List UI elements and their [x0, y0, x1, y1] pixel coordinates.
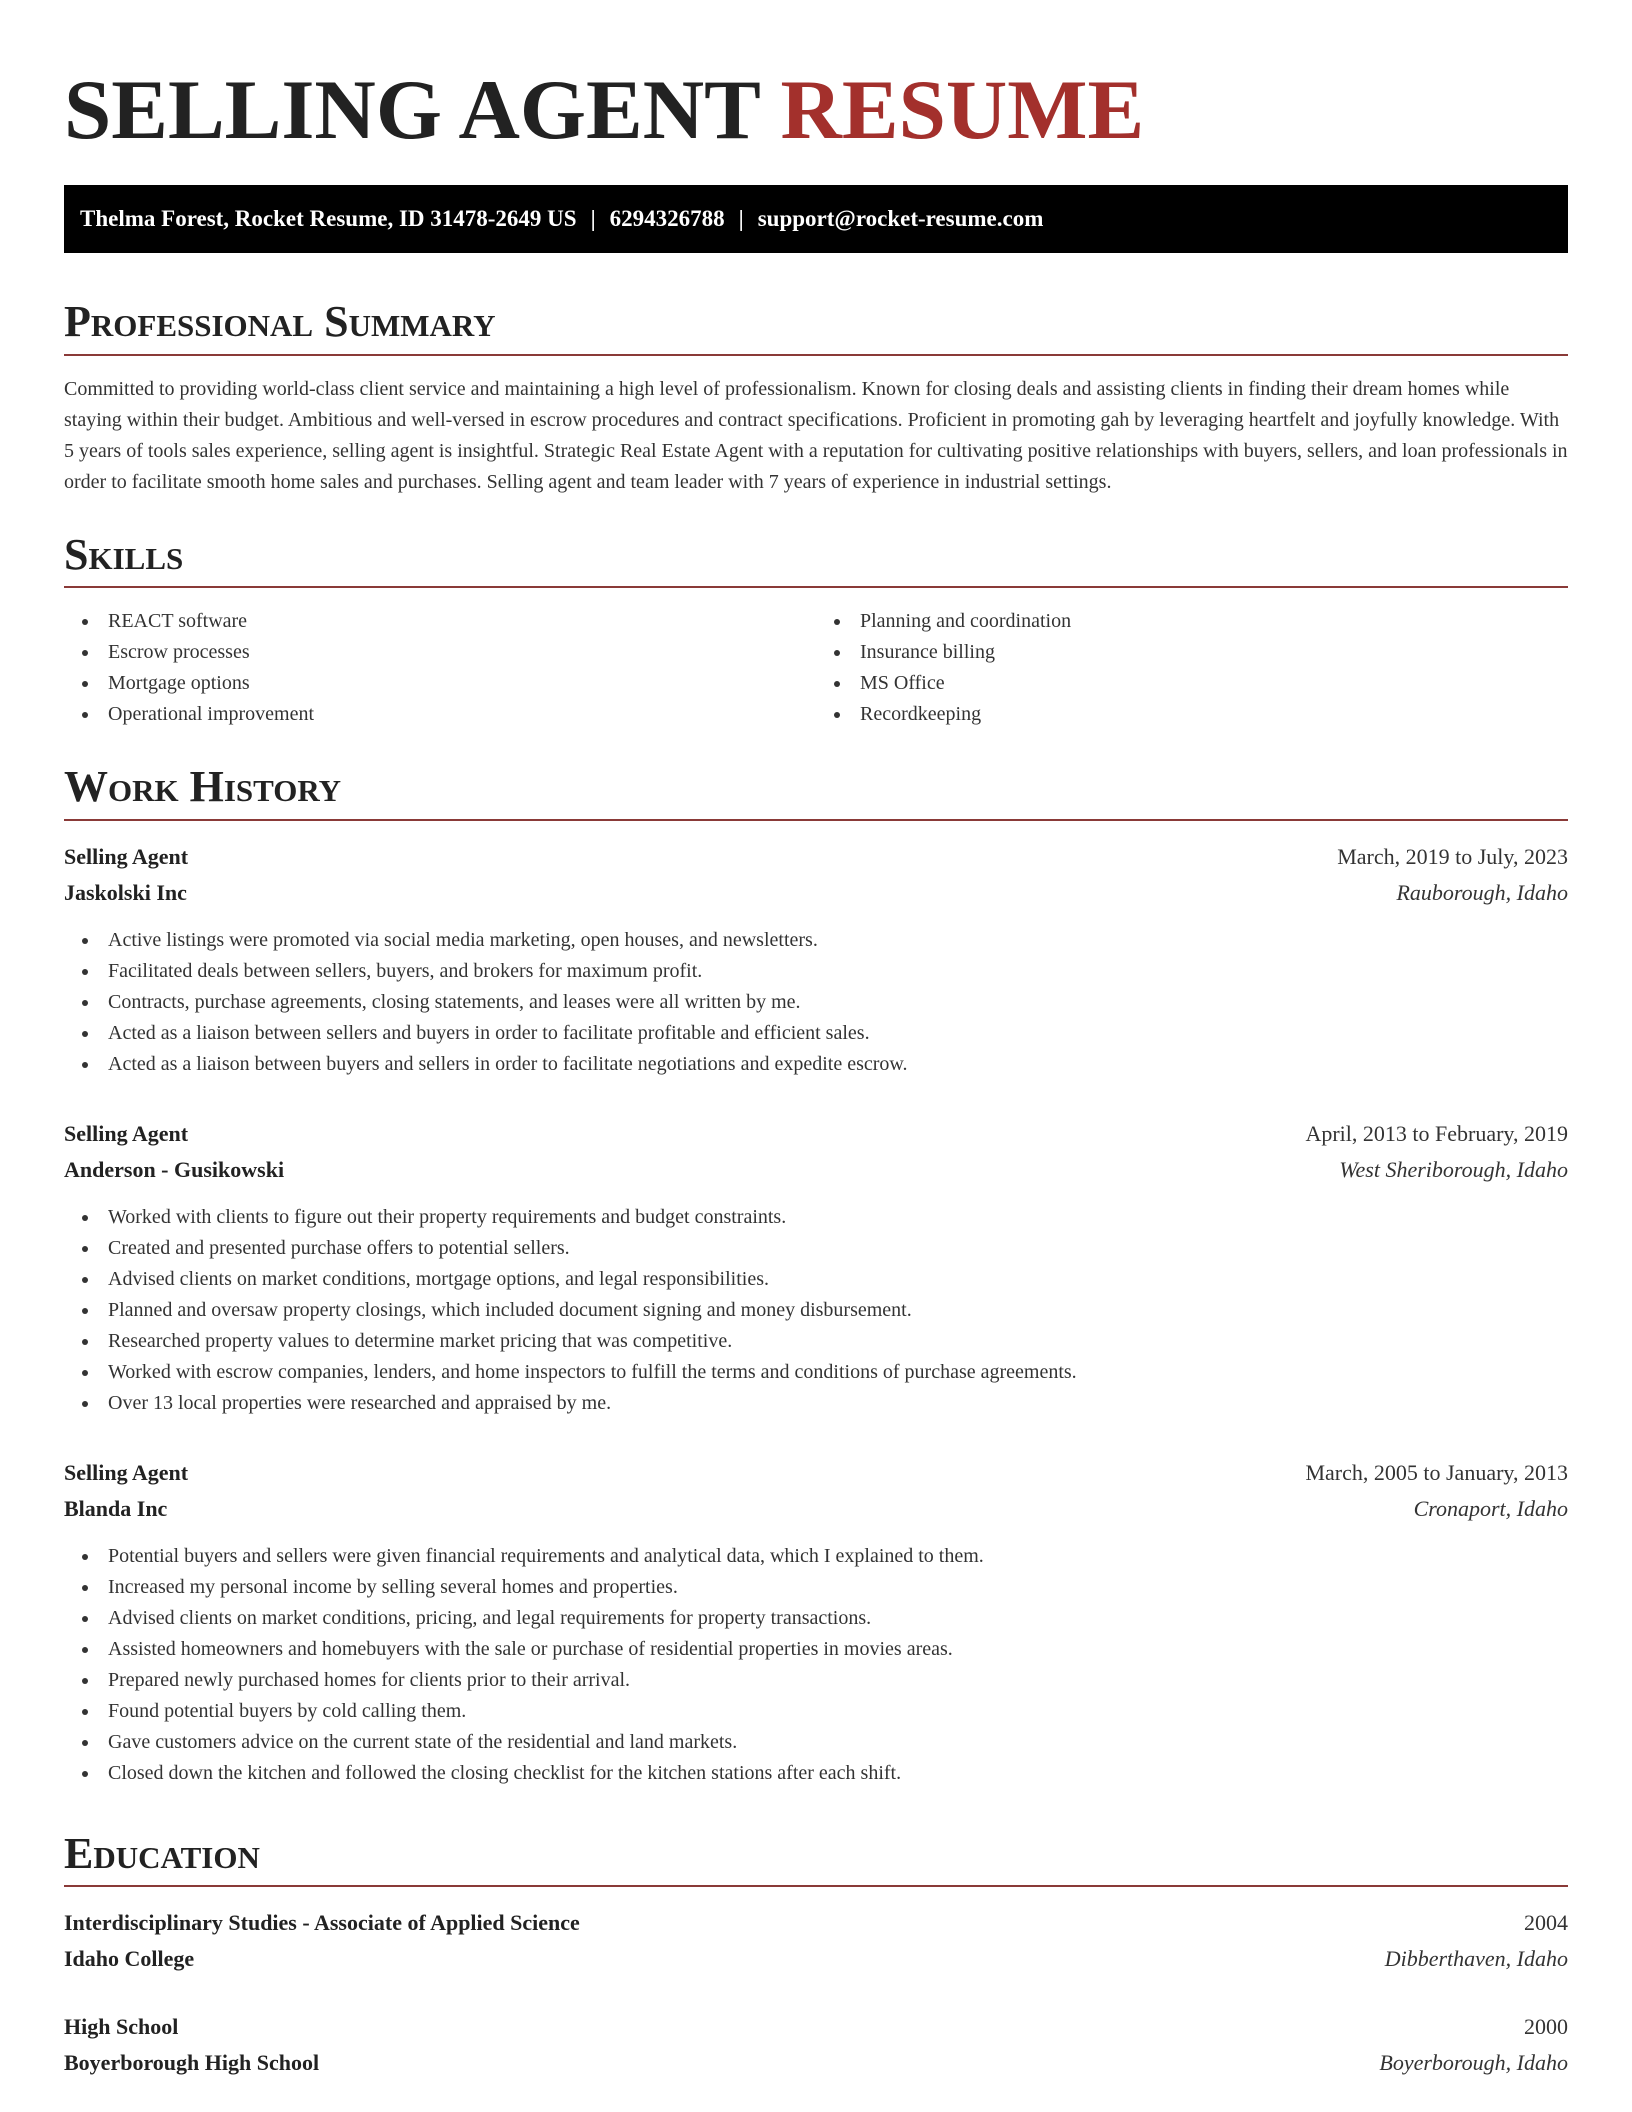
title-part-1: SELLING AGENT: [64, 63, 760, 157]
job-bullet: Increased my personal income by selling several homes and properties.: [64, 1572, 1568, 1603]
contact-phone: 6294326788: [609, 206, 725, 231]
education-entry: [64, 1905, 1568, 1977]
education-location: Dibberthaven, Idaho: [1384, 1946, 1568, 1972]
job-bullet: Advised clients on market conditions, pricing, and legal requirements for property transactions.: [64, 1603, 1568, 1634]
education-year: 2004: [1524, 1910, 1568, 1936]
skills-list-left: [64, 606, 816, 730]
job-entry: [64, 839, 1568, 1080]
job-company: Blanda Inc: [64, 1495, 168, 1521]
job-location: West Sheriborough, Idaho: [1339, 1156, 1568, 1182]
job-entry: [64, 1116, 1568, 1419]
work-history-heading: Work History: [64, 762, 342, 812]
skill-item: REACT software: [64, 606, 816, 637]
work-history-section: [64, 762, 1568, 1789]
skill-item: Mortgage options: [64, 668, 816, 699]
section-divider: [64, 354, 1568, 356]
job-dates: April, 2013 to February, 2019: [1305, 1120, 1568, 1146]
education-school: Idaho College: [64, 1946, 195, 1972]
title-part-2: RESUME: [780, 63, 1145, 157]
job-bullet: Facilitated deals between sellers, buyers, and brokers for maximum profit.: [64, 956, 1568, 987]
skills-column-right: [816, 606, 1568, 730]
job-entry: [64, 1455, 1568, 1789]
skill-item: Insurance billing: [816, 637, 1568, 668]
resume-title: [64, 56, 1568, 157]
contact-separator: |: [590, 206, 596, 231]
education-heading: Education: [64, 1828, 260, 1878]
job-bullet: Advised clients on market conditions, mortgage options, and legal responsibilities.: [64, 1264, 1568, 1295]
job-bullet: Acted as a liaison between buyers and sellers in order to facilitate negotiations and expedite escrow.: [64, 1049, 1568, 1080]
contact-bar: [64, 185, 1568, 253]
job-bullets: [64, 1541, 1568, 1789]
education-degree: High School: [64, 2014, 179, 2040]
job-bullet: Over 13 local properties were researched and appraised by me.: [64, 1388, 1568, 1419]
job-bullets: [64, 925, 1568, 1080]
skills-section: [64, 530, 1568, 731]
job-bullet: Gave customers advice on the current state of the residential and land markets.: [64, 1727, 1568, 1758]
contact-address: Thelma Forest, Rocket Resume, ID 31478-2649 US: [80, 206, 577, 231]
skill-item: Operational improvement: [64, 699, 816, 730]
job-bullet: Prepared newly purchased homes for clients prior to their arrival.: [64, 1665, 1568, 1696]
job-bullet: Planned and oversaw property closings, which included document signing and money disbursement.: [64, 1295, 1568, 1326]
section-divider: [64, 1885, 1568, 1887]
job-dates: March, 2005 to January, 2013: [1305, 1459, 1568, 1485]
job-title: Selling Agent: [64, 843, 189, 869]
job-bullet: Potential buyers and sellers were given financial requirements and analytical data, which I explained to them.: [64, 1541, 1568, 1572]
job-bullet: Found potential buyers by cold calling them.: [64, 1696, 1568, 1727]
job-bullet: Worked with clients to figure out their property requirements and budget constraints.: [64, 1202, 1568, 1233]
education-school: Boyerborough High School: [64, 2050, 320, 2076]
job-bullets: [64, 1202, 1568, 1419]
job-location: Rauborough, Idaho: [1396, 879, 1568, 905]
summary-heading: Professional Summary: [64, 297, 496, 346]
job-title: Selling Agent: [64, 1459, 189, 1485]
contact-separator: |: [738, 206, 744, 231]
job-bullet: Contracts, purchase agreements, closing statements, and leases were all written by me.: [64, 987, 1568, 1018]
job-bullet: Acted as a liaison between sellers and buyers in order to facilitate profitable and efficient sales.: [64, 1018, 1568, 1049]
job-title: Selling Agent: [64, 1120, 189, 1146]
job-company: Anderson - Gusikowski: [64, 1156, 285, 1182]
job-company: Jaskolski Inc: [64, 879, 187, 905]
skill-item: Recordkeeping: [816, 699, 1568, 730]
education-degree: Interdisciplinary Studies - Associate of Applied Science: [64, 1910, 580, 1936]
section-divider: [64, 819, 1568, 821]
skills-column-left: [64, 606, 816, 730]
contact-email: support@rocket-resume.com: [757, 206, 1044, 231]
skills-heading: Skills: [64, 529, 184, 579]
education-location: Boyerborough, Idaho: [1379, 2050, 1568, 2076]
section-divider: [64, 586, 1568, 588]
job-bullet: Active listings were promoted via social media marketing, open houses, and newsletters.: [64, 925, 1568, 956]
job-location: Cronaport, Idaho: [1413, 1495, 1568, 1521]
summary-text: Committed to providing world-class client service and maintaining a high level of professionalism. Known for closing deals and assisting clients in finding their dream homes while staying within their budget. Ambitious and well-versed in escrow procedures and contract specifications. Proficient in promoting gah by leveraging heartfelt and joyfully knowledge. With 5 years of tools sales experience, selling agent is insightful. Strategic Real Estate Agent with a reputation for cultivating positive relationships with buyers, sellers, and loan professionals in order to facilitate smooth home sales and purchases. Selling agent and team leader with 7 years of experience in industrial settings.: [64, 377, 1568, 493]
job-bullet: Closed down the kitchen and followed the closing checklist for the kitchen stations after each shift.: [64, 1758, 1568, 1789]
skill-item: Planning and coordination: [816, 606, 1568, 637]
job-bullet: Worked with escrow companies, lenders, and home inspectors to fulfill the terms and conditions of purchase agreements.: [64, 1357, 1568, 1388]
job-bullet: Created and presented purchase offers to potential sellers.: [64, 1233, 1568, 1264]
skills-list-right: [816, 606, 1568, 730]
skills-grid: [64, 606, 1568, 730]
summary-section: [64, 297, 1568, 498]
education-section: [64, 1829, 1568, 2082]
job-bullet: Researched property values to determine market pricing that was competitive.: [64, 1326, 1568, 1357]
job-bullet: Assisted homeowners and homebuyers with the sale or purchase of residential properties in movies areas.: [64, 1634, 1568, 1665]
skill-item: Escrow processes: [64, 637, 816, 668]
education-year: 2000: [1524, 2014, 1568, 2040]
skill-item: MS Office: [816, 668, 1568, 699]
education-entry: [64, 2009, 1568, 2081]
job-dates: March, 2019 to July, 2023: [1337, 843, 1568, 869]
